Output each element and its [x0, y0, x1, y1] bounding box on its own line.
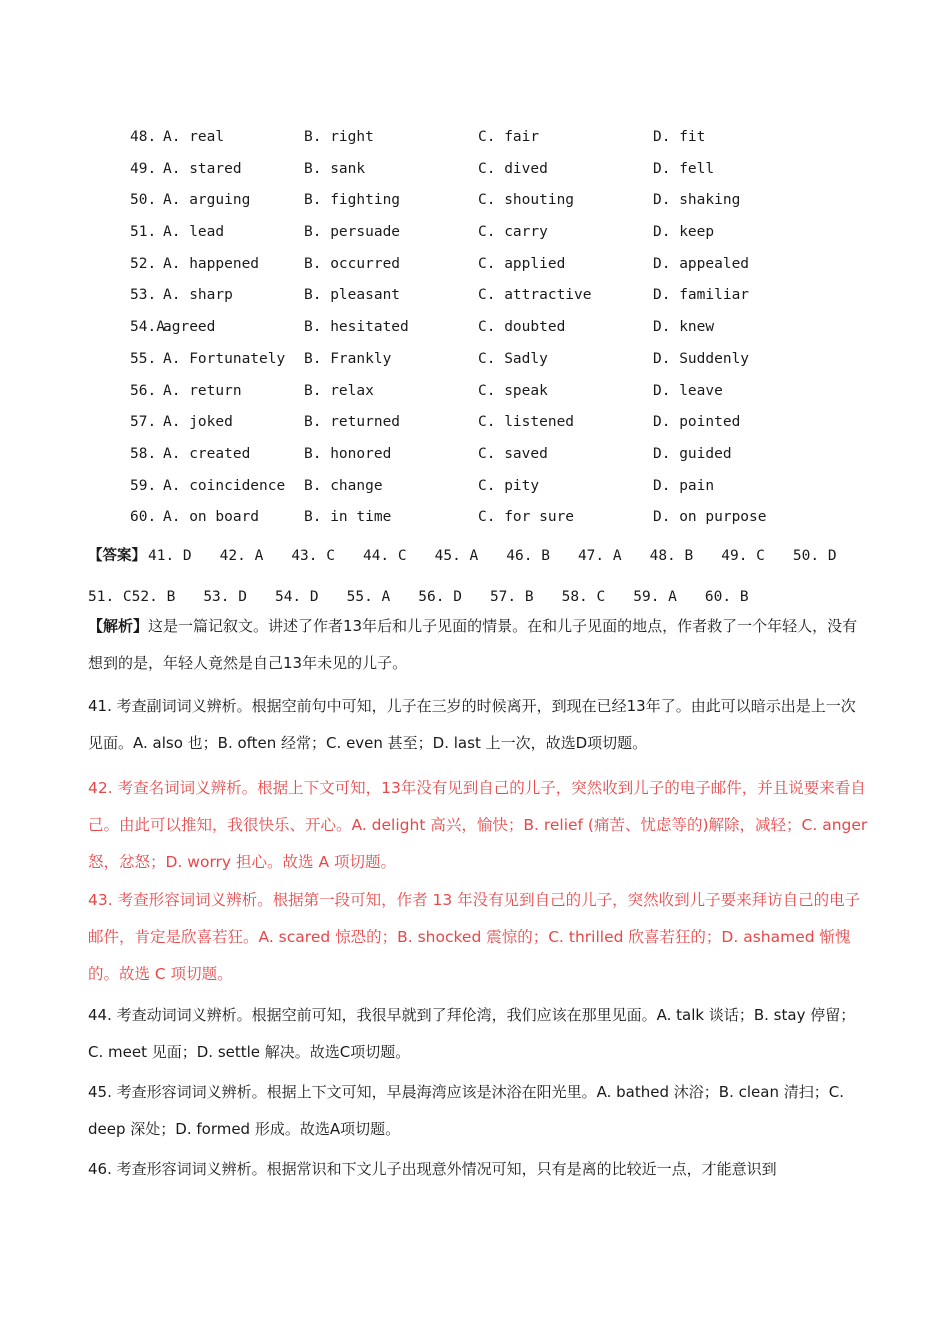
option-b: B. occurred	[304, 255, 401, 272]
option-d: D. guided	[653, 445, 732, 462]
option-b: B. persuade	[304, 224, 401, 241]
option-number: 54.A.	[130, 319, 174, 336]
option-d: D. appealed	[653, 255, 750, 272]
answer-key: 50. D	[792, 548, 837, 564]
answer-key: 52. B	[131, 589, 176, 605]
answer-keys	[88, 548, 865, 605]
option-c: C. doubted	[478, 319, 566, 336]
answer-key: 54. D	[274, 589, 319, 605]
option-a: A. created	[163, 445, 251, 462]
option-b: B. returned	[304, 414, 401, 431]
option-d: D. shaking	[653, 192, 741, 209]
option-number: 56.	[130, 382, 157, 399]
option-row	[130, 250, 890, 282]
option-c: C. attractive	[478, 287, 592, 304]
option-c: C. shouting	[478, 192, 575, 209]
option-c: C. applied	[478, 255, 566, 272]
option-row	[130, 218, 890, 250]
option-row	[130, 155, 890, 187]
option-c: C. speak	[478, 382, 548, 399]
analysis-text: 这是一篇记叙文。讲述了作者13年后和儿子见面的情景。在和儿子见面的地点，作者救了一个年轻人，没有想到的是，年轻人竟然是自己13年未见的儿子。	[88, 617, 858, 672]
answer-key: 43. C	[291, 548, 335, 564]
option-row	[130, 472, 890, 504]
answer-key: 58. C	[561, 589, 606, 605]
answer-key: 44. C	[362, 548, 407, 564]
option-a: A. arguing	[163, 192, 251, 209]
option-d: D. keep	[653, 224, 715, 241]
explanation-42: 42. 考查名词词义辨析。根据上下文可知，13年没有见到自己的儿子，突然收到儿子的电子邮件，并且说要来看自己。由此可以推知，我很快乐、开心。A. delight 高兴，愉快；B. relief (痛苦、忧虑等的)解除，减轻；C. anger 怒，忿怒；D. worry 担心。故选 A 项切题。	[88, 779, 868, 871]
option-number: 60.	[130, 509, 157, 526]
explanation-45: 45. 考查形容词词义辨析。根据上下文可知，早晨海湾应该是沐浴在阳光里。A. bathed 沐浴；B. clean 清扫；C. deep 深处；D. formed 形成。故选A项切题。	[88, 1083, 844, 1138]
answer-key: 47. A	[577, 548, 622, 564]
option-d: D. on purpose	[653, 509, 767, 526]
option-c: C. fair	[478, 129, 540, 145]
option-d: D. Suddenly	[653, 350, 750, 367]
option-row	[130, 440, 890, 472]
option-c: C. saved	[478, 445, 548, 462]
answer-label: 【答案】	[88, 548, 146, 564]
option-a: A. sharp	[163, 287, 233, 304]
option-row	[130, 281, 890, 313]
option-number: 50.	[130, 192, 157, 209]
answer-key: 46. B	[506, 548, 550, 564]
option-row	[130, 503, 890, 535]
answer-key: 48. B	[649, 548, 694, 564]
option-d: D. pointed	[653, 414, 741, 431]
option-number: 55.	[130, 350, 157, 367]
option-row	[130, 313, 890, 345]
explanation-43: 43. 考查形容词词义辨析。根据第一段可知，作者 13 年没有见到自己的儿子，突然收到儿子要来拜访自己的电子邮件，肯定是欣喜若狂。A. scared 惊恐的；B. shocked 震惊的；C. thrilled 欣喜若狂的；D. ashamed 惭愧的。故选 C 项切题。	[88, 891, 861, 983]
option-d: D. leave	[653, 382, 723, 399]
option-a: A. real	[163, 129, 225, 145]
option-b: B. honored	[304, 445, 392, 462]
option-number: 48.	[130, 129, 157, 145]
option-a: agreed	[163, 319, 216, 336]
option-number: 49.	[130, 160, 157, 177]
option-b: B. relax	[304, 382, 374, 399]
answer-key: 41. D	[148, 548, 192, 564]
option-number: 52.	[130, 255, 157, 272]
option-b: B. sank	[304, 160, 366, 177]
option-b: B. hesitated	[304, 319, 409, 336]
option-a: A. happened	[163, 255, 260, 272]
option-a: A. on board	[163, 509, 260, 526]
option-a: A. lead	[163, 224, 225, 241]
option-a: A. coincidence	[163, 477, 286, 494]
option-b: B. change	[304, 477, 383, 494]
answer-key: 42. A	[219, 548, 264, 564]
answer-key: 49. C	[721, 548, 765, 564]
option-d: D. fell	[653, 160, 715, 177]
option-c: C. for sure	[478, 509, 575, 526]
option-d: D. pain	[653, 477, 715, 494]
explanation-46: 46. 考查形容词词义辨析。根据常识和下文儿子出现意外情况可知，只有是离的比较近一点，才能意识到	[88, 1160, 777, 1178]
option-row	[130, 123, 890, 155]
answer-key: 56. D	[418, 589, 462, 605]
analysis-label: 【解析】	[88, 617, 149, 635]
answer-key: 57. B	[489, 589, 534, 605]
option-b: B. fighting	[304, 192, 401, 209]
option-number: 53.	[130, 287, 157, 304]
option-number: 57.	[130, 414, 157, 431]
answer-key: 45. A	[434, 548, 479, 564]
option-c: C. listened	[478, 414, 575, 431]
answer-key: 60. B	[704, 589, 749, 605]
option-number: 59.	[130, 477, 157, 494]
option-b: B. pleasant	[304, 287, 401, 304]
option-row	[130, 186, 890, 218]
answer-key: 53. D	[203, 589, 247, 605]
answer-section	[88, 536, 868, 618]
option-c: C. dived	[478, 160, 548, 177]
analysis-paragraph	[88, 608, 868, 682]
answer-key: 55. A	[346, 589, 391, 605]
option-b: B. right	[304, 129, 374, 145]
option-c: C. pity	[478, 477, 540, 494]
answer-key: 59. A	[633, 589, 677, 605]
option-d: D. knew	[653, 319, 715, 336]
option-b: B. Frankly	[304, 350, 392, 367]
option-c: C. carry	[478, 224, 548, 241]
option-a: A. Fortunately	[163, 350, 286, 367]
answer-key: 51. C	[88, 589, 132, 605]
option-c: C. Sadly	[478, 350, 548, 367]
option-b: B. in time	[304, 509, 392, 526]
option-row	[130, 345, 890, 377]
explanation-41: 41. 考查副词词义辨析。根据空前句中可知，儿子在三岁的时候离开，到现在已经13年了。由此可以暗示出是上一次见面。A. also 也；B. often 经常；C. even 甚至；D. last 上一次，故选D项切题。	[88, 697, 856, 752]
options-table	[130, 123, 890, 535]
option-d: D. fit	[653, 129, 706, 145]
option-row	[130, 408, 890, 440]
option-number: 51.	[130, 224, 157, 241]
option-a: A. joked	[163, 414, 233, 431]
option-number: 58.	[130, 445, 157, 462]
option-row	[130, 377, 890, 409]
option-d: D. familiar	[653, 287, 750, 304]
explanation-44: 44. 考查动词词义辨析。根据空前可知，我很早就到了拜伦湾，我们应该在那里见面。A. talk 谈话；B. stay 停留； C. meet 见面；D. settle 解决。故选C项切题。	[88, 1006, 856, 1061]
option-a: A. return	[163, 382, 242, 399]
option-a: A. stared	[163, 160, 242, 177]
